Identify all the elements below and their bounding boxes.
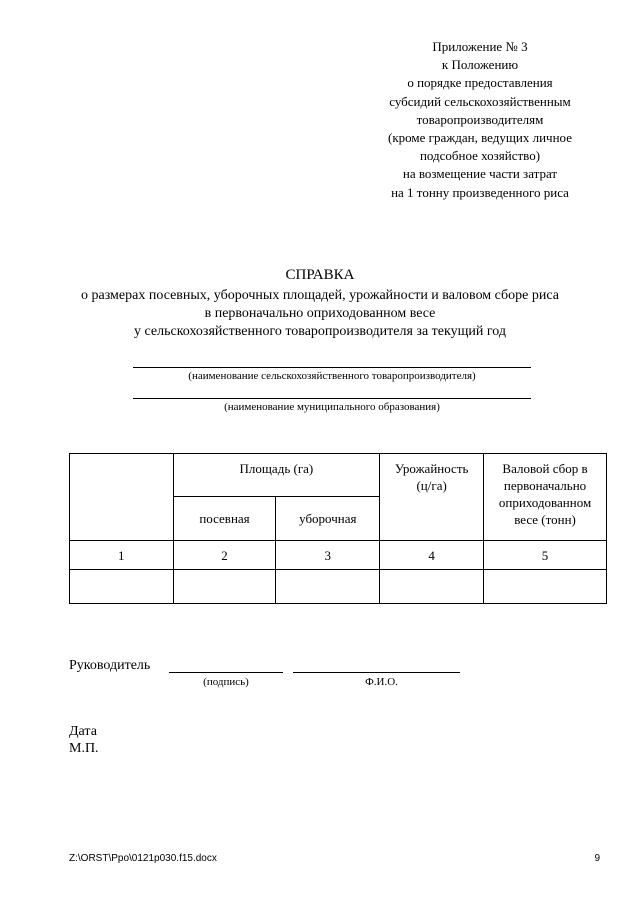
column-number: 3 — [276, 541, 380, 570]
municipality-field[interactable] — [133, 398, 531, 399]
gross-header-line: первоначально — [503, 478, 587, 493]
appendix-line: на 1 тонну произведенного риса — [391, 184, 569, 200]
data-table — [69, 453, 607, 604]
table-cell-empty[interactable] — [70, 570, 174, 604]
column-number: 5 — [484, 541, 607, 570]
full-name-field[interactable] — [293, 672, 460, 673]
gross-harvest-header — [484, 454, 607, 541]
signature-caption: (подпись) — [203, 676, 249, 688]
area-header-label: Площадь (га) — [239, 461, 314, 476]
table-empty-header-cell — [70, 454, 174, 541]
yield-header-line: (ц/га) — [416, 478, 447, 493]
subtitle-line: о размерах посевных, уборочных площадей, урожайности и валовом сборе риса — [81, 288, 559, 303]
gross-header-line: весе (тонн) — [514, 512, 576, 527]
yield-header-line: Урожайность — [394, 461, 469, 476]
sown-area-header: посевная — [173, 497, 276, 541]
table-cell-empty[interactable] — [276, 570, 380, 604]
producer-name-field[interactable] — [133, 367, 531, 368]
appendix-block — [350, 38, 610, 202]
appendix-line: товаропроизводителям — [416, 111, 544, 127]
date-label: Дата — [69, 724, 97, 739]
appendix-line: подсобное хозяйство) — [419, 148, 541, 164]
appendix-line: на возмещение части затрат — [402, 166, 558, 182]
appendix-line: о порядке предоставления — [407, 75, 553, 91]
column-number: 2 — [173, 541, 276, 570]
column-number: 1 — [70, 541, 174, 570]
appendix-line: к Положению — [441, 57, 519, 73]
table-cell-empty[interactable] — [173, 570, 276, 604]
full-name-caption: Ф.И.О. — [365, 676, 398, 688]
municipality-caption: (наименование муниципального образования) — [224, 401, 440, 413]
gross-header-line: Валовой сбор в — [502, 461, 588, 476]
document-title: СПРАВКА — [285, 267, 355, 283]
signature-field[interactable] — [169, 672, 283, 673]
area-header — [173, 454, 380, 497]
appendix-line: Приложение № 3 — [432, 39, 528, 54]
yield-header — [380, 454, 484, 541]
gross-header-line: оприходованном — [498, 495, 592, 510]
head-label: Руководитель — [69, 658, 151, 673]
table-cell-empty[interactable] — [380, 570, 484, 604]
table-header-row — [70, 454, 607, 497]
table-data-row — [70, 570, 607, 604]
table-cell-empty[interactable] — [484, 570, 607, 604]
harvested-area-header: уборочная — [276, 497, 380, 541]
subtitle-line: у сельскохозяйственного товаропроизводителя за текущий год — [134, 324, 506, 339]
stamp-label: М.П. — [69, 741, 99, 756]
appendix-line: субсидий сельскохозяйственным — [389, 93, 571, 109]
footer-file-path: Z:\ORST\Ppo\0121p030.f15.docx — [69, 853, 217, 864]
column-number-row — [70, 541, 607, 570]
page-number: 9 — [594, 853, 600, 864]
appendix-line: (кроме граждан, ведущих личное — [388, 130, 572, 146]
document-subtitle — [0, 287, 640, 341]
column-number: 4 — [380, 541, 484, 570]
producer-name-caption: (наименование сельскохозяйственного товаропроизводителя) — [188, 370, 476, 382]
subtitle-line: в первоначально оприходованном весе — [204, 306, 436, 321]
